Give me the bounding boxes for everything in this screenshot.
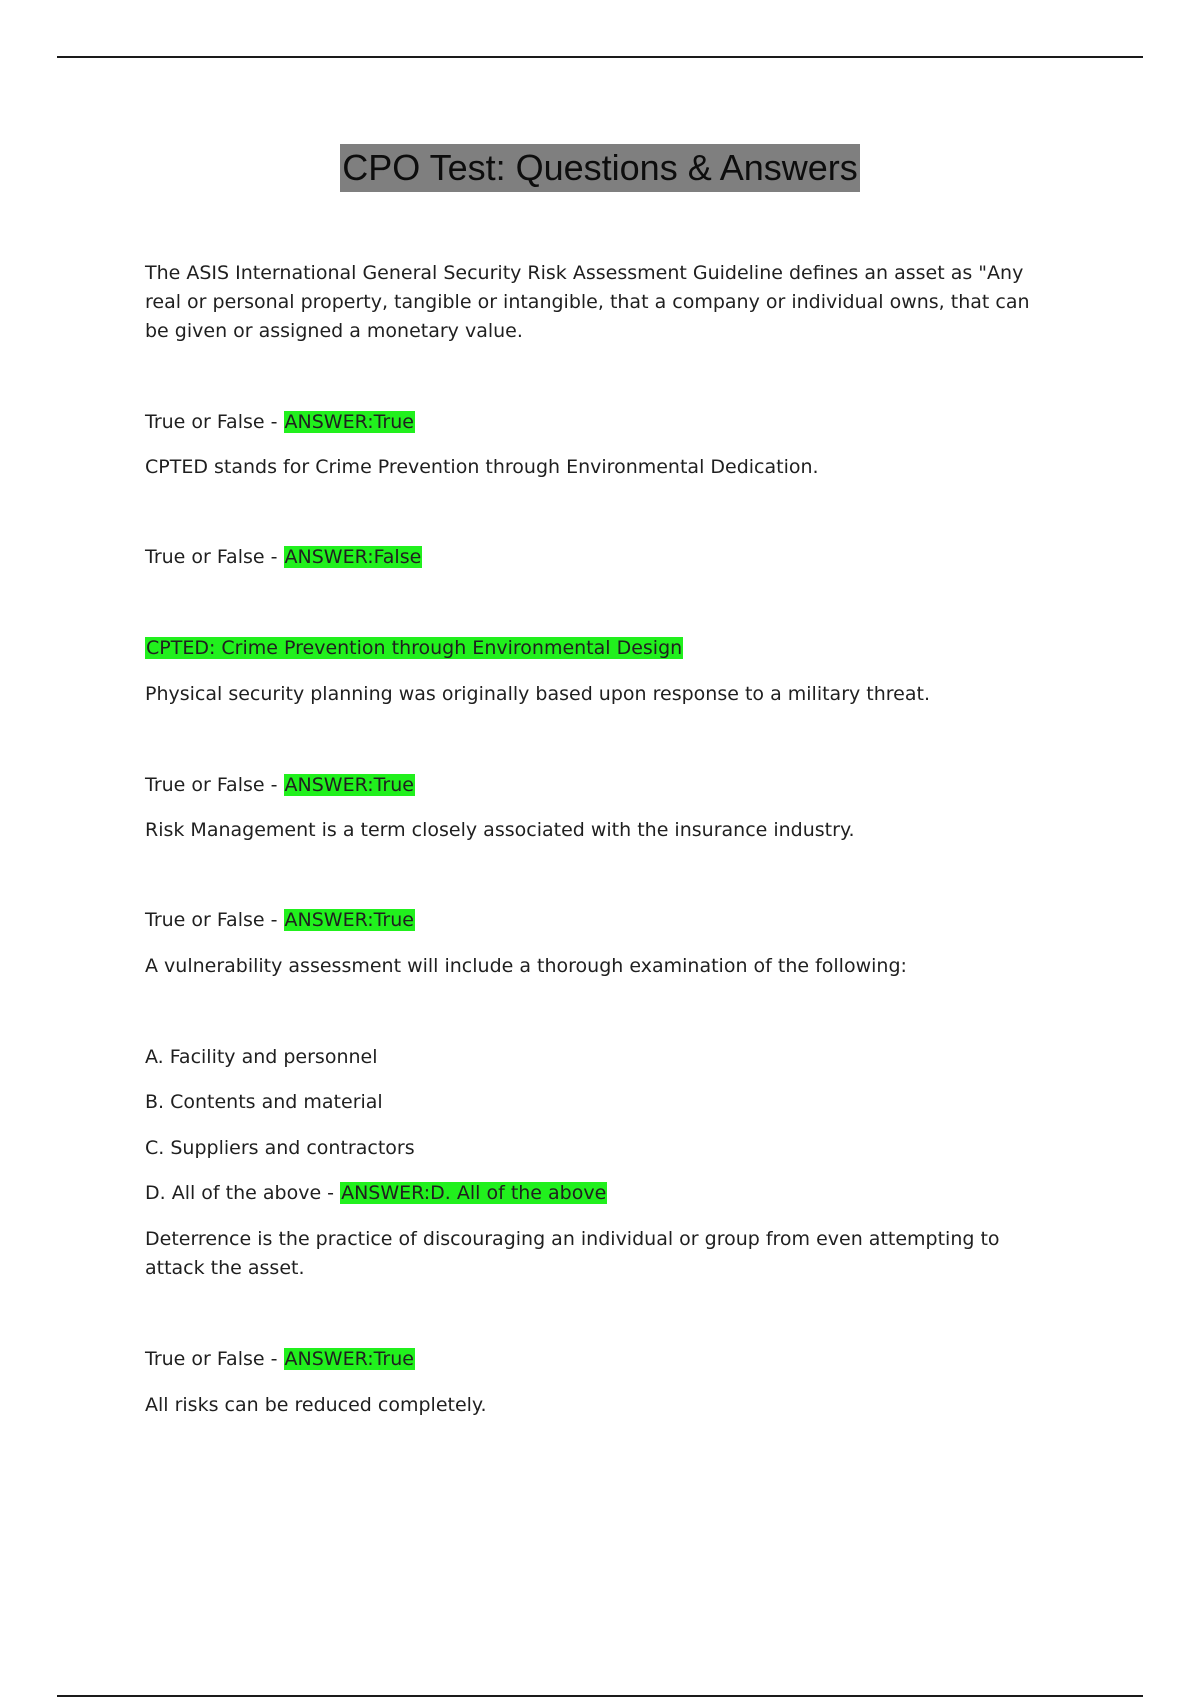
answer-prefix: True or False - xyxy=(145,774,284,796)
answer-line xyxy=(145,408,1045,437)
answer-prefix: True or False - xyxy=(145,909,284,931)
answer-prefix: D. All of the above - xyxy=(145,1182,341,1204)
answer-highlight: ANSWER:True xyxy=(284,909,414,931)
answer-highlight: ANSWER:True xyxy=(284,774,414,796)
option-item: B. Contents and material xyxy=(145,1091,383,1113)
answer-line xyxy=(145,906,1045,935)
answer-line xyxy=(145,771,1045,800)
question-text: CPTED stands for Crime Prevention through Environmental Dedication. xyxy=(145,456,819,478)
answer-highlight: ANSWER:True xyxy=(284,411,414,433)
document-title: CPO Test: Questions & Answers xyxy=(340,144,860,192)
highlight-note xyxy=(145,634,1045,663)
answer-line xyxy=(145,1345,1045,1374)
title-container xyxy=(0,144,1200,192)
option-item: A. Facility and personnel xyxy=(145,1046,378,1068)
note-highlight: CPTED: Crime Prevention through Environmental Design xyxy=(146,637,683,659)
question-text: A vulnerability assessment will include a thorough examination of the following: xyxy=(145,955,907,977)
question-text: All risks can be reduced completely. xyxy=(145,1394,487,1416)
footer-rule xyxy=(57,1695,1143,1697)
option-item: C. Suppliers and contractors xyxy=(145,1137,415,1159)
question-text: Physical security planning was originally based upon response to a military threat. xyxy=(145,683,930,705)
answer-line xyxy=(145,543,1045,572)
answer-highlight: ANSWER:False xyxy=(284,546,422,568)
header-rule xyxy=(57,56,1143,58)
answer-prefix: True or False - xyxy=(145,546,284,568)
answer-highlight: ANSWER:D. All of the above xyxy=(341,1182,607,1204)
answer-prefix: True or False - xyxy=(145,1348,284,1370)
answer-highlight: ANSWER:True xyxy=(284,1348,414,1370)
question-text: Risk Management is a term closely associated with the insurance industry. xyxy=(145,819,855,841)
answer-line xyxy=(145,1179,1045,1208)
question-text: The ASIS International General Security Risk Assessment Guideline defines an asset as "Any real or personal property, tangible or intangible, that a company or individual owns, that can be given or assigned a monetary value. xyxy=(145,262,1030,342)
answer-prefix: True or False - xyxy=(145,411,284,433)
question-text: Deterrence is the practice of discouraging an individual or group from even attempting to attack the asset. xyxy=(145,1228,1000,1279)
